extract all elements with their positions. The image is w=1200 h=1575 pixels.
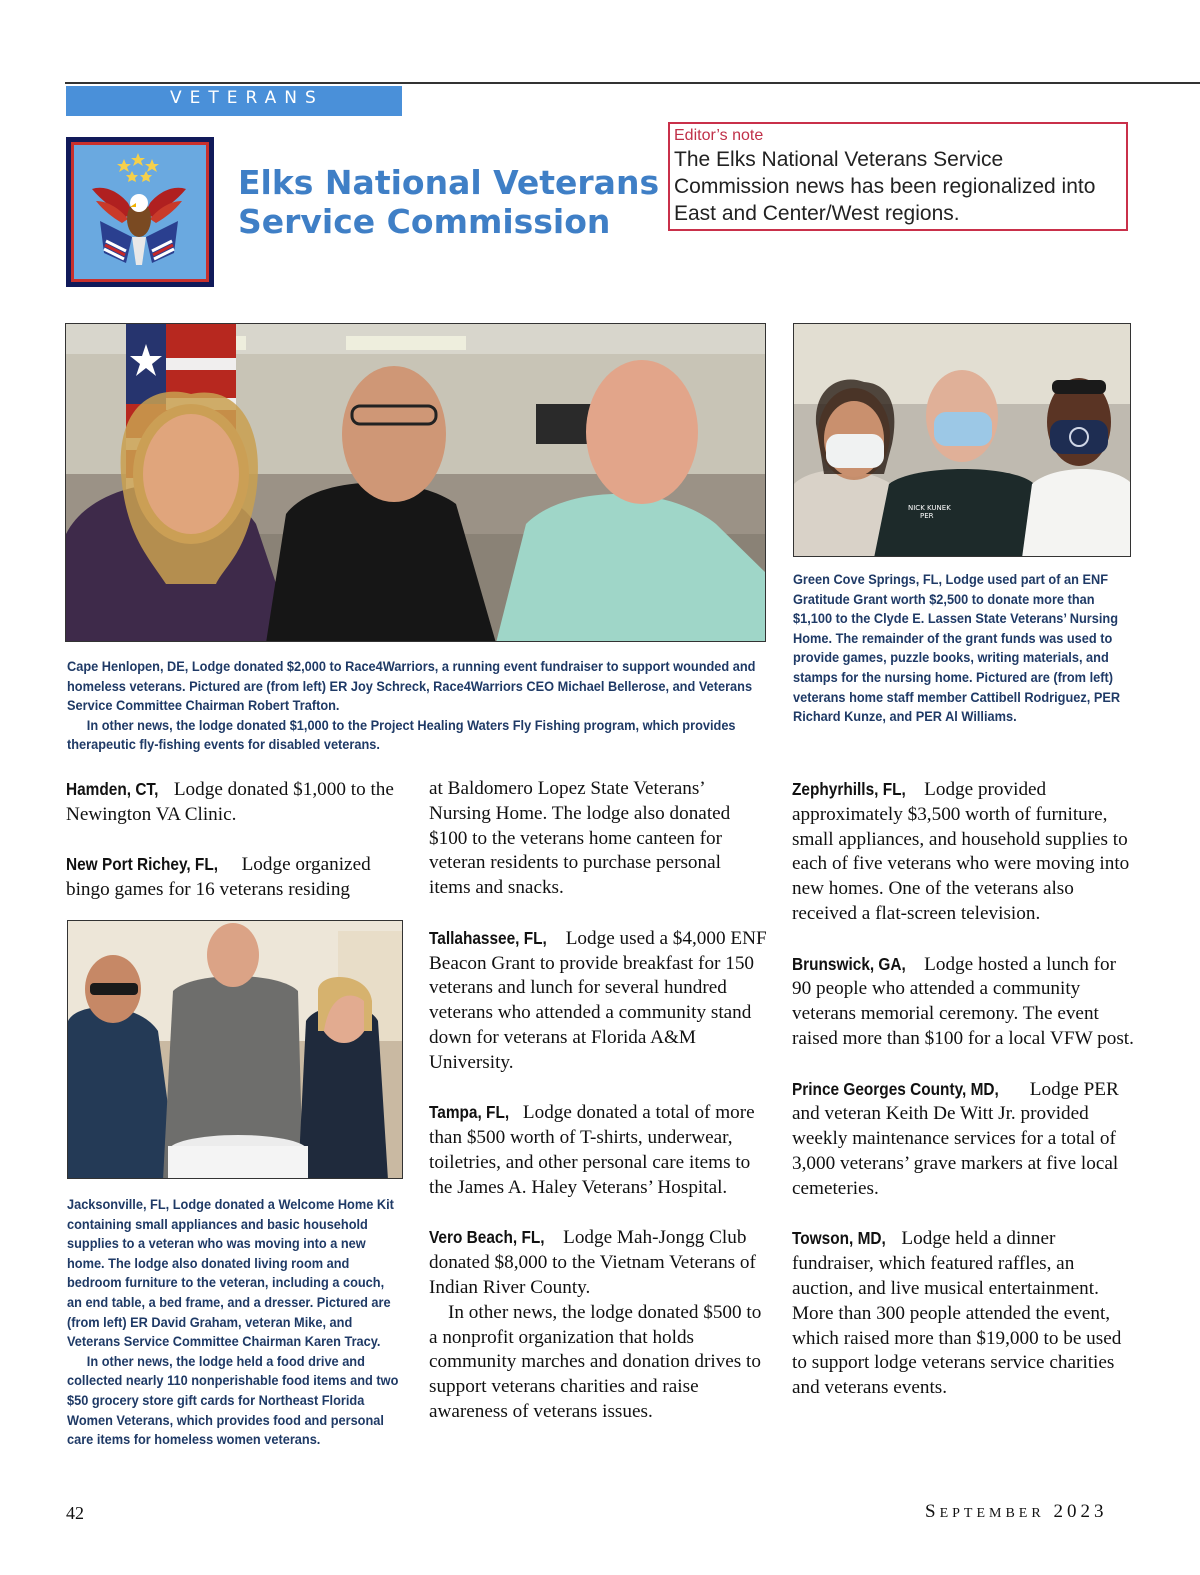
article-city: Tampa, FL, — [429, 1102, 510, 1123]
page-number: 42 — [66, 1503, 84, 1523]
article-text: Lodge used a $4,000 ENF Beacon Grant to provide breakfast for 150 veterans and lunch for several hundred veterans who attended a community stand down for veterans at Florida A&M University. — [429, 927, 767, 1073]
green-cove-caption — [793, 571, 1131, 728]
article-city: Towson, MD, — [792, 1228, 886, 1249]
article-zephyrhills — [792, 777, 1137, 927]
editor-note-box — [668, 122, 1128, 231]
article-city: Zephyrhills, FL, — [792, 779, 906, 799]
column-3 — [792, 777, 1137, 1426]
shirt-name-text: NICK KUNEK — [908, 504, 951, 512]
date-year: 2023 — [1053, 1501, 1108, 1522]
article-text: Lodge held a dinner fundraiser, which featured raffles, an auction, and live musical entertainment. More than 300 people attended the event, which raised more than $19,000 to be used to support lodge veterans service charities and veterans events. — [792, 1228, 1122, 1399]
article-city: Vero Beach, FL, — [429, 1227, 545, 1248]
article-city: New Port Richey, FL, — [66, 854, 219, 875]
caption-text-2: In other news, the lodge held a food drive and collected nearly 110 nonperishable food items and two $50 grocery store gift cards for Northeast Florida Women Veterans, which provides food and personal care items for homeless women veterans. — [67, 1353, 399, 1449]
jacksonville-photo — [67, 920, 403, 1179]
title-line-1: Elks National Veterans — [238, 163, 660, 202]
date-initial: S — [925, 1501, 940, 1522]
green-cove-photo — [793, 323, 1131, 557]
caption-city: Cape Henlopen, DE, — [67, 659, 189, 675]
issue-date — [925, 1501, 1107, 1523]
article-new-port-richey-cont: at Baldomero Lopez State Veterans’ Nursing Home. The lodge also donated $100 to the veterans home canteen for veteran residents to purchase personal items and snacks. — [429, 778, 731, 899]
group-photo-image — [794, 324, 1131, 557]
article-towson — [792, 1226, 1137, 1401]
caption-text: Lodge used part of an ENF Gratitude Grant worth $2,500 to donate more than $1,100 to the Clyde E. Lassen State Veterans’ Nursing Home. The remainder of the grant funds was used to provide games, puzzle books, writing materials, and stamps for the nursing home. Pictured are (from left) veterans home staff member Cattibell Rodriguez, PER Richard Kunze, and PER Al Williams. — [793, 572, 1121, 726]
shirt-title-text: PER — [920, 512, 934, 520]
column-1 — [66, 777, 402, 928]
article-text: Lodge PER and veteran Keith De Witt Jr. provided weekly maintenance services for a total of 3,000 veterans’ grave markers at five local cemeteries. — [792, 1078, 1119, 1199]
caption-city: Green Cove Springs, FL, — [793, 572, 943, 588]
group-photo-image — [66, 324, 766, 642]
article-text: Lodge donated $1,000 to the Newington VA Clinic. — [66, 779, 394, 825]
article-vero-beach-2: In other news, the lodge donated $500 to a nonprofit organization that holds community marches and donation drives to support veterans charities and raise awareness of veterans issues. — [429, 1301, 762, 1422]
article-city: Brunswick, GA, — [792, 953, 906, 974]
caption-text: Lodge donated a Welcome Home Kit containing small appliances and basic household supplies to a veteran who was moving into a new home. The lodge also donated living room and bedroom furniture to the veteran, including a couch, an end table, a bed frame, and a dresser. Pictured are (from left) ER David Graham, veteran Mike, and Veterans Service Committee Chairman Karen Tracy. — [67, 1197, 394, 1351]
eagle-flag-emblem-icon — [74, 145, 206, 279]
editor-note-text: The Elks National Veterans Service Commission news has been regionalized into East and Center/West regions. — [674, 148, 1096, 225]
editor-note-label: Editor’s note — [674, 127, 764, 144]
article-city: Hamden, CT, — [66, 779, 159, 799]
caption-text-2: In other news, the lodge donated $1,000 to the Project Healing Waters Fly Fishing program, which provides therapeutic fly-fishing events for disabled veterans. — [67, 717, 736, 754]
title-line-2: Service Commission — [238, 202, 611, 241]
article-brunswick — [792, 952, 1137, 1052]
page-title — [238, 163, 659, 241]
date-month-rest: EPTEMBER — [939, 1506, 1045, 1521]
article-tampa — [429, 1100, 767, 1200]
article-new-port-richey — [66, 852, 402, 903]
article-hamden — [66, 777, 402, 828]
article-text: Lodge provided approximately $3,500 worth of furniture, small appliances, and household supplies to each of five veterans who were moving into new homes. One of the veterans also received a flat-screen television. — [792, 779, 1130, 924]
jacksonville-caption — [67, 1196, 402, 1451]
article-text: Lodge donated a total of more than $500 worth of T-shirts, underwear, toiletries, and other personal care items to the James A. Haley Veterans’ Hospital. — [429, 1102, 755, 1198]
article-city: Tallahassee, FL, — [429, 927, 547, 948]
column-2 — [429, 777, 767, 1450]
veterans-commission-logo — [66, 137, 214, 287]
group-photo-image — [68, 921, 403, 1179]
article-city: Prince Georges County, MD, — [792, 1078, 999, 1099]
article-text: Lodge Mah-Jongg Club donated $8,000 to the Vietnam Veterans of Indian River County. — [429, 1227, 756, 1298]
cape-henlopen-photo — [65, 323, 766, 642]
cape-henlopen-caption — [67, 658, 765, 756]
article-prince-georges — [792, 1077, 1137, 1202]
caption-text: Lodge donated $2,000 to Race4Warriors, a running event fundraiser to support wounded and homeless veterans. Pictured are (from left) ER Joy Schreck, Race4Warriors CEO Michael Bellerose, and Veterans Service Committee Chairman Robert Trafton. — [67, 659, 756, 715]
article-vero-beach — [429, 1225, 767, 1300]
caption-city: Jacksonville, FL, — [67, 1197, 170, 1213]
section-label: VETERANS — [170, 88, 324, 108]
article-tallahassee — [429, 926, 767, 1076]
article-text: Lodge hosted a lunch for 90 people who attended a community veterans memorial ceremony. The event raised more than $100 for a local VFW post. — [792, 953, 1134, 1049]
article-text: Lodge organized bingo games for 16 veterans residing — [66, 854, 371, 901]
top-rule — [65, 82, 1200, 84]
